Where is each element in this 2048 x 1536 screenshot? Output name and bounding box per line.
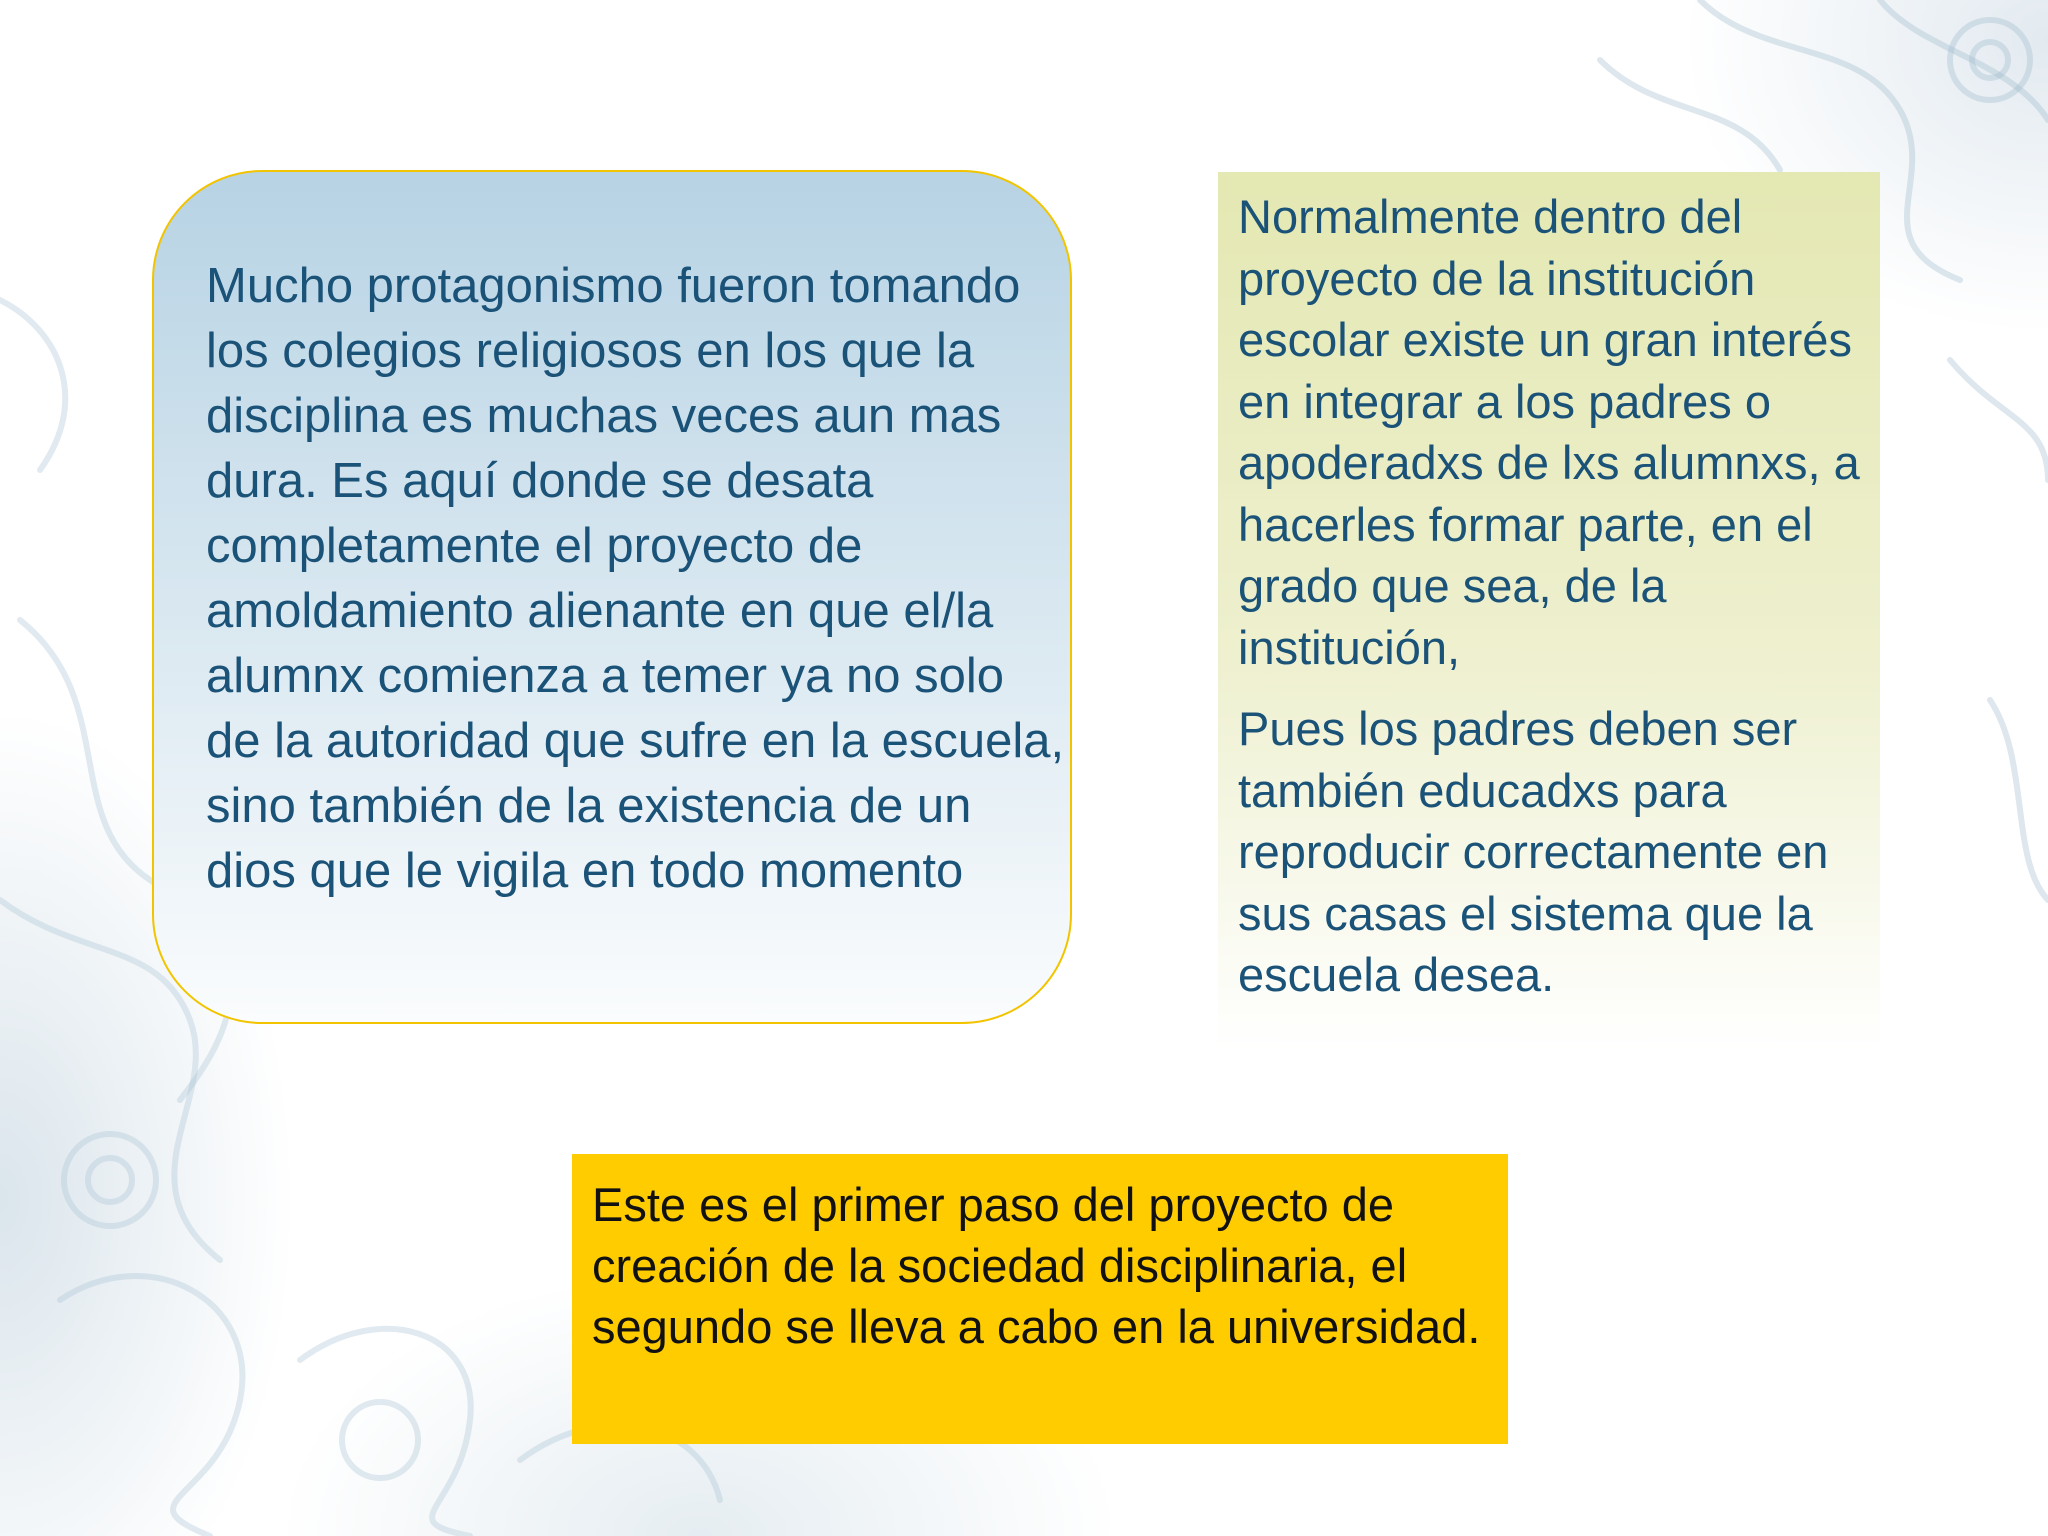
right-box-paragraph-2: Pues los padres deben ser también educadxs para reproducir correctamente en sus casas el sistema que la escuela desea. <box>1238 702 1829 1001</box>
bottom-box-text: Este es el primer paso del proyecto de creación de la sociedad disciplinaria, el segundo se lleva a cabo en la universidad. <box>592 1178 1481 1353</box>
bottom-highlight-box <box>572 1154 1508 1444</box>
left-rounded-text-box <box>152 170 1072 1024</box>
right-box-paragraph-1: Normalmente dentro del proyecto de la institución escolar existe un gran interés en integrar a los padres o apoderadxs de lxs alumnxs, a hacerles formar parte, en el grado que sea, de la institución, <box>1238 190 1860 674</box>
left-box-text: Mucho protagonismo fueron tomando los colegios religiosos en los que la disciplina es muchas veces aun mas dura. Es aquí donde se desata completamente el proyecto de amoldamiento alienante en que el/la alumnx comienza a temer ya no solo de la autoridad que sufre en la escuela, sino también de la existencia de un dios que le vigila en todo momento <box>206 259 1065 898</box>
right-text-box <box>1218 172 1880 1052</box>
